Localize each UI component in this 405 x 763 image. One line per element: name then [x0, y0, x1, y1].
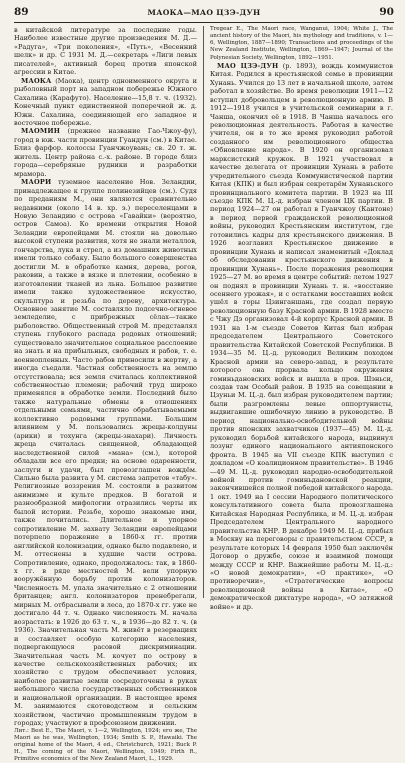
running-head: МАОКА—МАО ЦЗЭ-ДУН [147, 8, 261, 17]
entry-text: (р. 1893), вождь коммунистов Китая. Родился в крестьянской семье в провинции Хунань. Учился до 13 лет в начальной школе, затем работал в хозяйстве. Во время революции 1911—12 вступил добровольцем в революционную армию. В 1912—1918 учился в учительской семинарии в г. Чанша, окончил её в 1918. В Чанша началось его революционная деятельность. Работая в качестве учителя, он в то же время руководил работой созданного им революционного общества «Обновление народа». В 1920 он организовал марксистский кружок. В 1921 участвовал в качестве делегата от провинции Хунань в работе учредительного съезда Коммунистической партии Китая (КПК) и был избран секретарём Хунаньского провинциального комитета партии. В 1923 на III съезде КПК М. Ц.-д. избран членом ЦК партии. В период 1924—27 он работал в Гуанчжоу (Кантоне) в период первой гражданской революционной войны, руководил Крестьянским институтом, где готовились кадры для крестьянского движения. В 1926 возглавил Крестьянское движение в провинции Хунань и написал знаменитый «Доклад об обследовании крестьянского движения в провинции Хунань». После поражения революции 1925—27 М. во время в центре событий: летом 1927 он поднял в провинции Хунань т. н. «восстание осеннего урожая», и с остатками восставших войск ушёл в горы Цзинганшань, где создал первую революционную базу Красной армии. В 1928 вместе с Чжу Дэ организовал 4-й корпус Красной армии. В 1931 на 1-м съезде Советов Китая был избран председателем Центрального Советского правительства Китайской Советской Республики. В 1934—35 М. Ц.-д. руководил Великим походом Красной армии на северо-запад, в результате которого она прорвала кольцо окружения гоминьдановских войск и вышла в пров. Шэньси, создав там Особый район. В 1935 на совещании в Цзуньи М. Ц.-д. был избран руководителем партии; были разгромлены левые оппортунисты, выдвигавшие ошибочную линию в руководстве. В период национально-освободительной войны против японских захватчиков (1937—45) М. Ц.-д. руководил борьбой китайского народа, выдвинул лозунг единого национального антияпонского фронта. В 1945 на VII съезде КПК выступил с докладом «О коалиционном правительстве». В 1946—49 М. Ц.-д. руководил народно-освободительной войной против гоминьдановской реакции, закончившейся полной победой китайского народа. 1 окт. 1949 на I сессии Народного политического консультативного совета была провозглашена Китайская Народная Республика, и М. Ц.-д. избран Председателем Центрального народного правительства КНР. В декабре 1949 М. Ц.-д. прибыл в Москву на переговоры с правительством СССР, в результате которых 14 февраля 1950 был заключён Договор о дружбе, союзе и взаимной помощи между СССР и КНР. Важнейшие работы М. Ц.-д.: «О новой демократии», «О практике», «О противоречии», «Стратегические вопросы революционной войны в Китае», «О демократической диктатуре народа», «О затяжной войне» и др. [210, 61, 393, 611]
page-header [14, 6, 394, 20]
bibliography-text: Лит.: Best E., The Maori, v. 1—2, Wellington, 1924; его же, The Maori as he was, Wellington, 1934; Smith S. P., Hawaiki. The original home of the Maori, 4 ed., Christchurch, 1921; Buck P. H., The coming of the Maori, Wellington, 1949; Firth R., Primitive economics of the New Zealand Maori, L., 1929. [14, 727, 197, 763]
article-entry [14, 178, 197, 727]
bibliography [210, 26, 393, 62]
entry-text: (Маока), центр одноименного округа и рыболовный порт на западном побережье Южного Сахалина (Карафуто). Население—15,8 т. ч. (1932). Конечный пункт единственной поперечной ж. д. Южн. Сахалина, соединяющей его западное и восточное побережье. [14, 76, 197, 127]
entry-headword: МАОКА [21, 76, 52, 85]
entry-text: (прежнее название Гао-Чжоу-фу), город в юж. части провинции Гуандун (см.) в Китае. Близ фарфор. колоссы Гуанчжоувань; св. 20 т. ж. житель. Центр района с.-х. районе. В городе близ города—серебряные рудники и разработки мрамора. [14, 127, 197, 178]
right-page-number: 90 [379, 6, 394, 18]
article-entry [14, 77, 197, 128]
right-column [210, 26, 393, 611]
entry-headword: МАОМИН [21, 127, 61, 136]
article-entry [210, 62, 393, 611]
entry-headword: МАО ЦЗЭ-ДУН [217, 61, 279, 70]
entry-headword: МАОРИ [21, 178, 52, 187]
column-divider [203, 26, 204, 598]
left-page-number: 89 [14, 6, 29, 18]
entry-text: туземное население Нов. Зеландии, принадлежащее к группе полинезийцев (см.). Судя по преданиям М., они являются сравнительно недавними (около 14 в. хр. э.) переселенцами в Новую Зеландию с острова «Гавайки» (вероятно, остров Самоа). Ко времени открытия Новой Зеландии европейцами М. стояли на довольно высокой ступени развития, хотя не знали металлов, гончарства, лука и стрел, а из домашних животных имели только собаку. Было большого совершенства достигли М. в обработке камня, дерева, рогов, раковин, а также в вязке и плетении, особенно в изготовлении тканей из льна. Большое развитие имели также художественное искусство, скульптура и резьба по дереву, архитектура. Основное занятие М. составляло подсечно-огневое земледелие, с прибрежных сёлах—также рыболовство. Общественный строй М. представлял ступень глубокого распада родовых отношений; существовало значительное социальное расслоение на знать и на прибыльных, свободных и рабов, т. е. военнопленных. Часто рабов приносили в жертву, а иногда съедали. Частная собственность на землю отсутствовала; вся земля считалась коллективной собственностью племени; рабочий труд широко применялся в обработке земли. Последний было также натуральные обмены в отношениях отдельными семьями, частично обрабатываемыми коллективно родовыми группами. Большим влиянием у М. пользовались жрецы-колдуны (арики) и тохунга (жрецы-знахари). Личность жреца считалась священной, обладающей наследственной силой «мана» (см.), которой обладали все его предки; на основе одаренности, заслуги и удачи, был провозглашен вождём. Сильно была развита у М. система запретов «табу». Религиозные воззрения М. состояли в развитом анимизме и культе предков. В богатой и разнообразной мифологии отразились черты их былой истории. Резьбе, хорошо знакомые ими, также почитались. Длительное и упорное сопротивление М. захвату Зеландии европейцами потерпело поражение в 1860-х гг. против английской колонизации, однако было подавлено, и М. оттеснены в худшие части острова. Сопротивление, однако, продолжалось: так, в 1860-х гг. в ряде местностей М. вели упорную вооружённую борьбу против колонизаторов. Численность М. упала значительно с 2 отношении британцев; англ. колонизаторов пренебрегали, мирных М. отбрасывали в леса, до 1870-х гг. уже не достигало 44 т. ч. Однако численность М. начала возрастать: в 1926 до 63 т. ч., в 1936—до 82 т. ч. (в 1936). Значительная часть М. живёт в резервациях и составляет особую категорию населения, подвергающуюся расовой дискриминации. Значительная часть М. кочует по острову в качестве сельскохозяйственных рабочих; их хозяйство с трудом обеспечивает условия, наиболее развитые земли сосредоточены в руках небольшого числа государственных собственников и национальной организации. В настоящее время М. занимаются скотоводством и сельским хозяйством, частично промышленным трудом в городах; участвуют в профсоюзном движении. [14, 178, 197, 728]
paragraph-text: в китайской литературе за последние годы. Наиболее известные другие произведения М. Д.— «Радуга», «Три поколения», «Путь», «Весенний шелк» и др. С 1931 М. Д.—секретарь «Лиги левых писателей», активный борец против японской агрессии в Китае. [14, 26, 197, 77]
article-entry [14, 127, 197, 178]
left-column [14, 26, 197, 763]
article-paragraph [14, 26, 197, 77]
bibliography [14, 728, 197, 763]
header-rule [14, 22, 394, 23]
bibliography-text: Tregear E., The Maori race, Wanganui, 1904; White J., The ancient history of the Maori, his mythology and traditions, v. 1—6, Wellington, 1887—1890; Transactions and proceedings of the New Zealand Institute, Wellington, 1869—1947; Journal of the Polynesian Society, Wellington, 1892—1951. [210, 26, 393, 61]
text-columns [14, 26, 394, 763]
